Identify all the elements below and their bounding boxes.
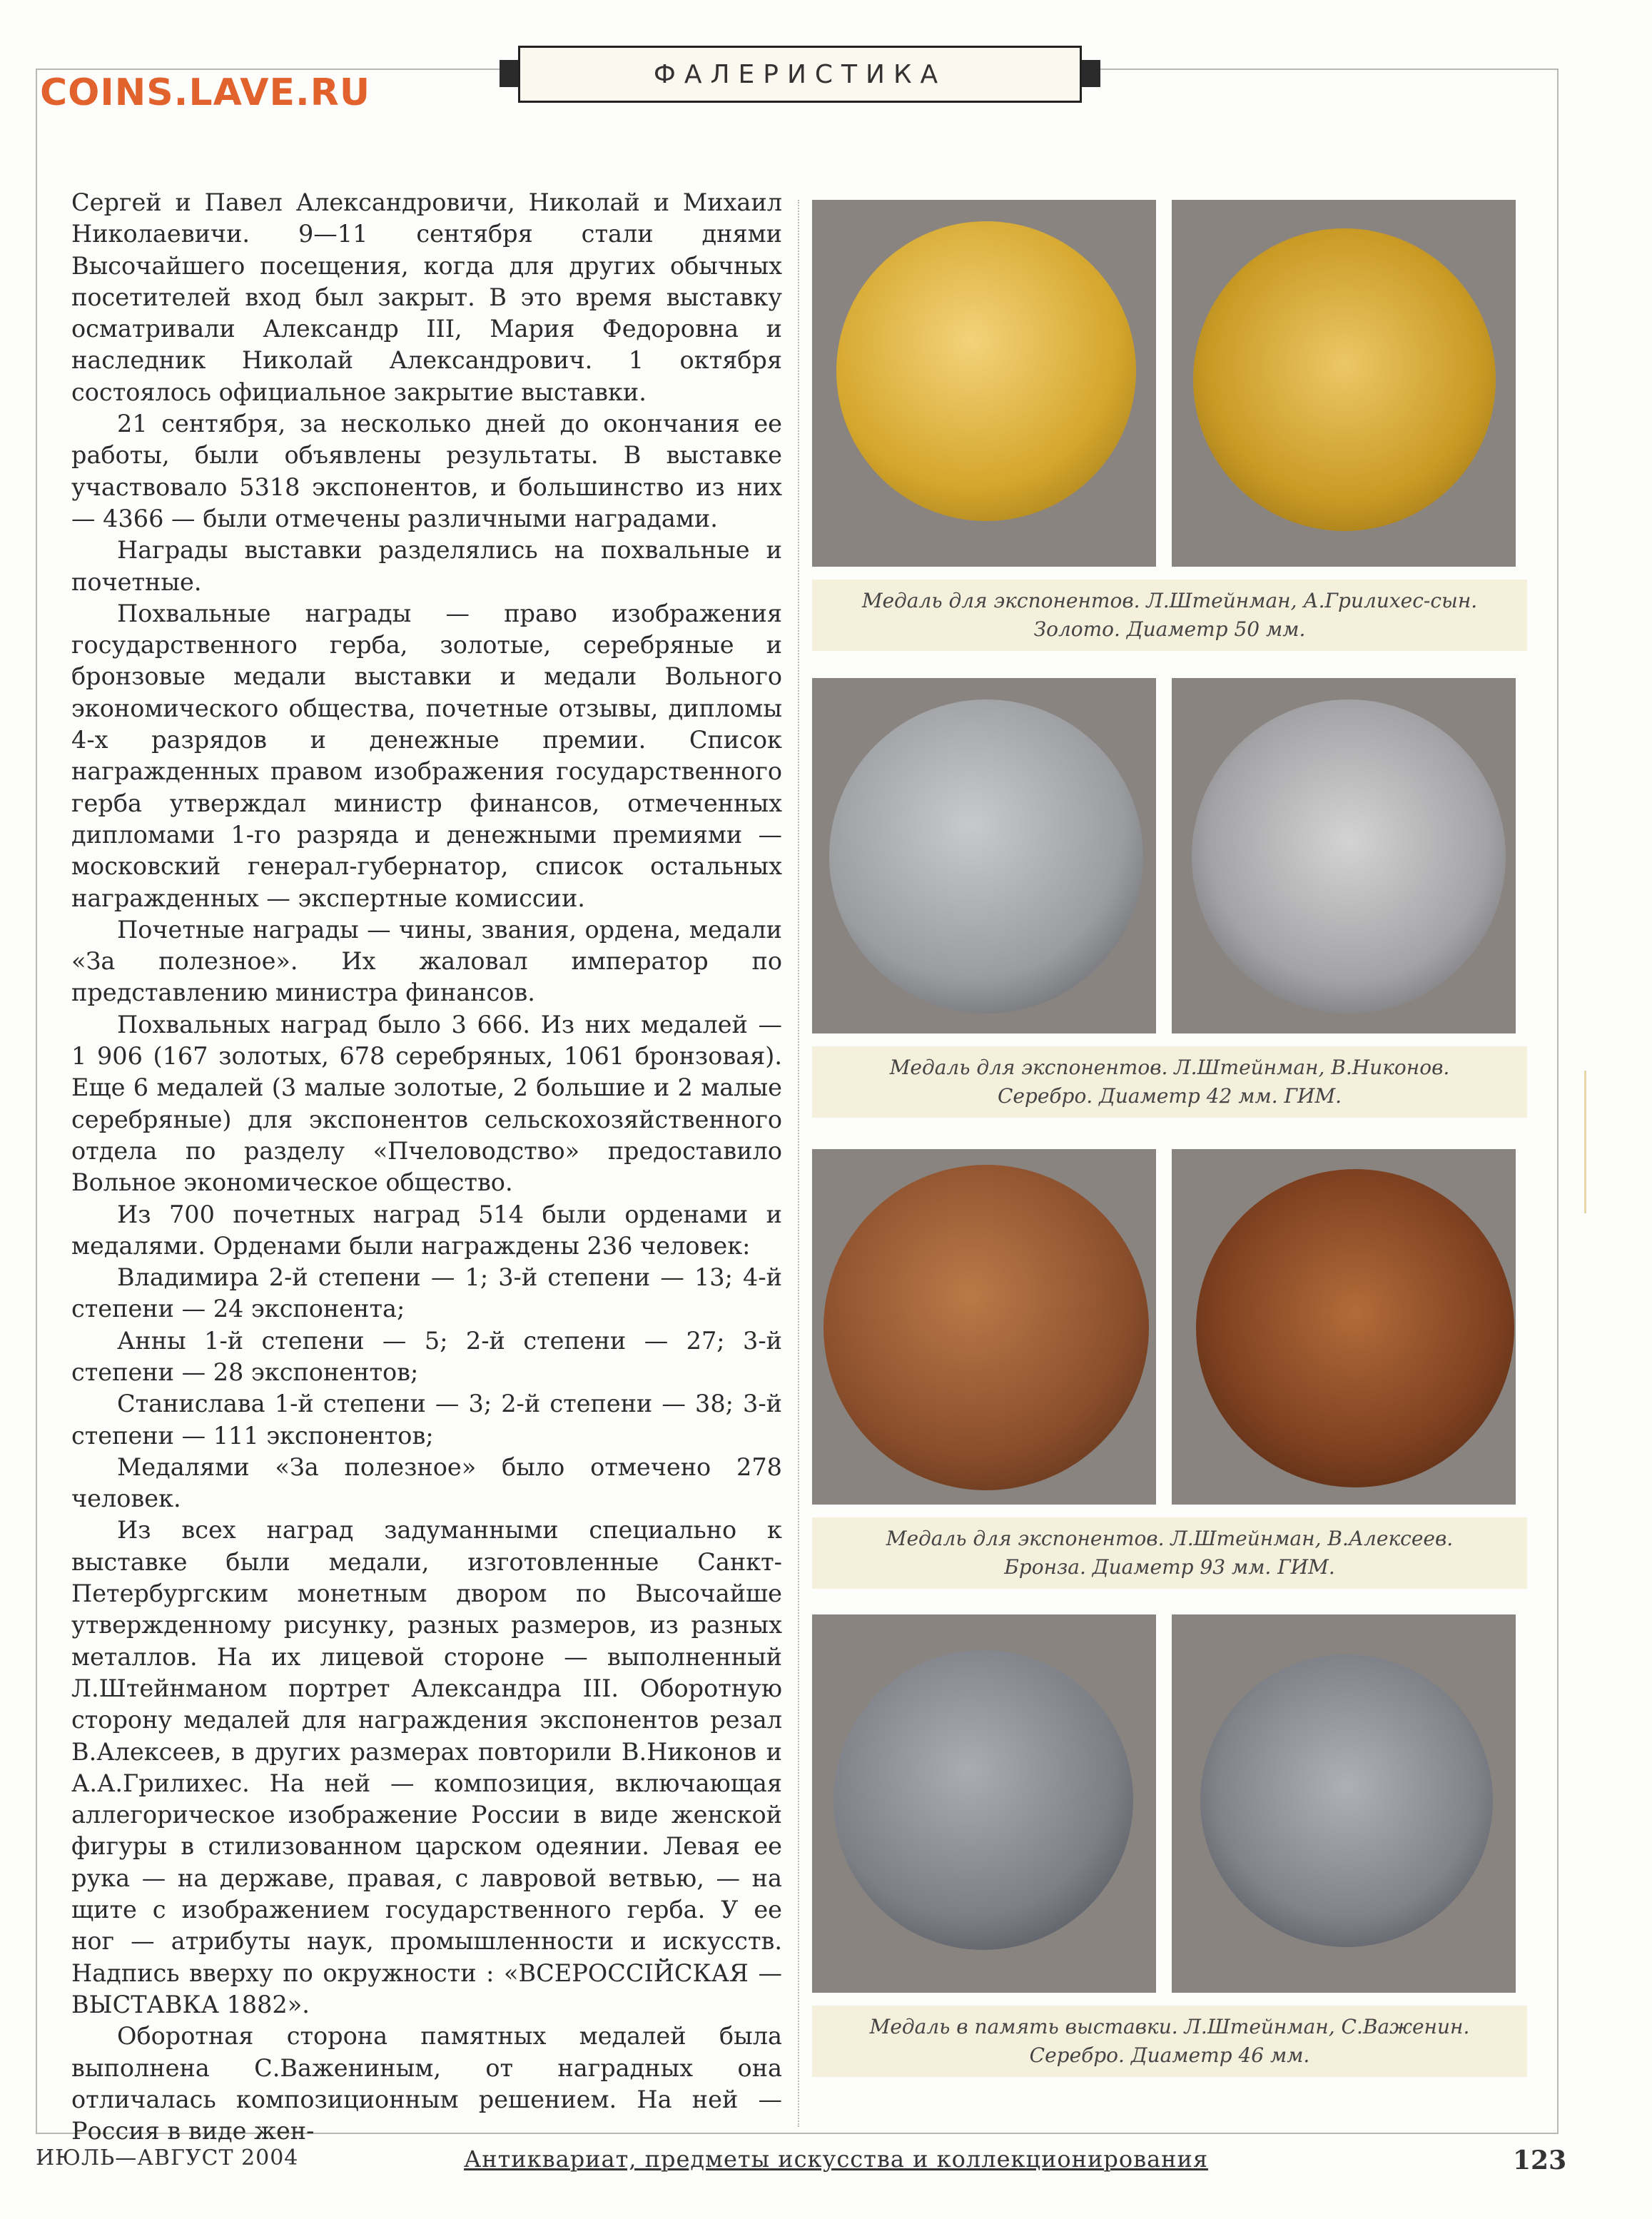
page-number: 123 xyxy=(1513,2145,1567,2175)
caption-line: Серебро. Диаметр 46 мм. xyxy=(1029,2043,1310,2067)
article-body xyxy=(71,187,782,2147)
medal-reverse-photo xyxy=(1172,200,1516,567)
paragraph: Станислава 1-й степени — 3; 2-й степени — 38; 3-й степени — 111 экспонентов; xyxy=(71,1390,782,1450)
paragraph: Награды выставки разделялись на похвальные и почетные. xyxy=(71,536,782,596)
medal-obverse-photo xyxy=(812,678,1156,1033)
memorial-medal-reverse xyxy=(1200,1654,1493,1947)
caption-line: Медаль для экспонентов. Л.Штейнман, В.Никонов. xyxy=(889,1056,1450,1079)
paragraph: Почетные награды — чины, звания, ордена, медали «За полезное». Их жаловал император по представлению министра финансов. xyxy=(71,915,782,1007)
paragraph: Сергей и Павел Александровичи, Николай и Михаил Николаевичи. 9—11 сентября стали днями Высочайшего посещения, когда для других обычных посетителей вход был закрыт. В это время выставку осматривали Александр III, Мария Федоровна и наследник Николай Александрович. 1 октября состоялось официальное закрытие выставки. xyxy=(71,188,782,406)
medal-caption xyxy=(812,1517,1527,1589)
paragraph: Похвальных наград было 3 666. Из них медалей — 1 906 (167 золотых, 678 серебряных, 1061 бронзовая). Еще 6 медалей (3 малые золотые, 2 большие и 2 малые серебряные) для экспонентов сельскохозяйственного отдела по разделу «Пчеловодство» предоставило Вольное экономическое общество. xyxy=(71,1010,782,1197)
page-edge-mark xyxy=(1584,1071,1586,1213)
gold-medal-obverse xyxy=(836,221,1136,521)
caption-line: Бронза. Диаметр 93 мм. ГИМ. xyxy=(1004,1555,1335,1579)
section-title: ФАЛЕРИСТИКА xyxy=(653,59,947,89)
paragraph: Оборотная сторона памятных медалей была выполнена С.Важениным, от наградных она отличалась композиционным решением. На ней — Россия в виде жен- xyxy=(71,2022,782,2145)
medal-obverse-photo xyxy=(812,200,1156,567)
medal-caption xyxy=(812,2006,1527,2077)
medal-caption xyxy=(812,1046,1527,1118)
caption-line: Медаль в память выставки. Л.Штейнман, С.Важенин. xyxy=(869,2015,1470,2038)
header-ornament-right xyxy=(1080,60,1100,87)
silver-medal-obverse xyxy=(829,699,1143,1014)
issue-date: ИЮЛЬ—АВГУСТ 2004 xyxy=(36,2145,299,2170)
gold-medal-reverse xyxy=(1193,228,1496,531)
medal-reverse-photo xyxy=(1172,1614,1516,1993)
medal-obverse-photo xyxy=(812,1614,1156,1993)
paragraph: 21 сентября, за несколько дней до окончания ее работы, были объявлены результаты. В выставке участвовало 5318 экспонентов, и большинство из них — 4366 — были отмечены различными наградами. xyxy=(71,410,782,532)
memorial-medal-obverse xyxy=(833,1650,1133,1950)
paragraph: Анны 1-й степени — 5; 2-й степени — 27; 3-й степени — 28 экспонентов; xyxy=(71,1326,782,1386)
paragraph: Из всех наград задуманными специально к выставке были медали, изготовленные Санкт-Петербургским монетным двором по Высочайше утвержденному рисунку, разных размеров, из разных металлов. На их лицевой стороне — выполненный Л.Штейнманом портрет Александра III. Оборотную сторону медалей для награждения экспонентов резал В.Алексеев, в других размерах повторили В.Никонов и А.А.Грилихес. На ней — композиция, включающая аллегорическое изображение России в виде женской фигуры в стилизованном царском одеянии. Левая ее рука — на державе, правая, с лавровой ветвью, — на щите с изображением государственного герба. У ее ног — атрибуты наук, промышленности и искусств. Надпись вверху по окружности : «ВСЕРОССІЙСКАЯ — ВЫСТАВКА 1882». xyxy=(71,1516,782,2018)
paragraph: Похвальные награды — право изображения государственного герба, золотые, серебряные и бронзовые медали выставки и медали Вольного экономического общества, почетные отзывы, дипломы 4-х разрядов и денежные премии. Список награжденных правом изображения государственного герба утверждал министр финансов, отмеченных дипломами 1-го разряда и денежными премиями — московский генерал-губернатор, список остальных награжденных — экспертные комиссии. xyxy=(71,599,782,912)
medal-reverse-photo xyxy=(1172,678,1516,1033)
watermark: COINS.LAVE.RU xyxy=(40,71,371,114)
paragraph: Из 700 почетных наград 514 были орденами и медалями. Орденами были награждены 236 человек: xyxy=(71,1200,782,1260)
caption-line: Серебро. Диаметр 42 мм. ГИМ. xyxy=(997,1084,1342,1108)
medal-reverse-photo xyxy=(1172,1149,1516,1505)
section-header xyxy=(518,46,1082,103)
paragraph: Медалями «За полезное» было отмечено 278 человек. xyxy=(71,1452,782,1513)
magazine-title: Антиквариат, предметы искусства и коллекционирования xyxy=(464,2145,1209,2173)
bronze-medal-reverse xyxy=(1196,1169,1514,1487)
column-divider xyxy=(798,200,799,2127)
header-ornament-left xyxy=(500,60,520,87)
medal-caption xyxy=(812,580,1527,651)
bronze-medal-obverse xyxy=(824,1165,1149,1490)
medal-obverse-photo xyxy=(812,1149,1156,1505)
caption-line: Золото. Диаметр 50 мм. xyxy=(1033,617,1306,641)
caption-line: Медаль для экспонентов. Л.Штейнман, А.Грилихес-сын. xyxy=(861,589,1478,612)
caption-line: Медаль для экспонентов. Л.Штейнман, В.Алексеев. xyxy=(886,1527,1454,1550)
silver-medal-reverse xyxy=(1192,699,1506,1014)
paragraph: Владимира 2-й степени — 1; 3-й степени — 13; 4-й степени — 24 экспонента; xyxy=(71,1263,782,1323)
